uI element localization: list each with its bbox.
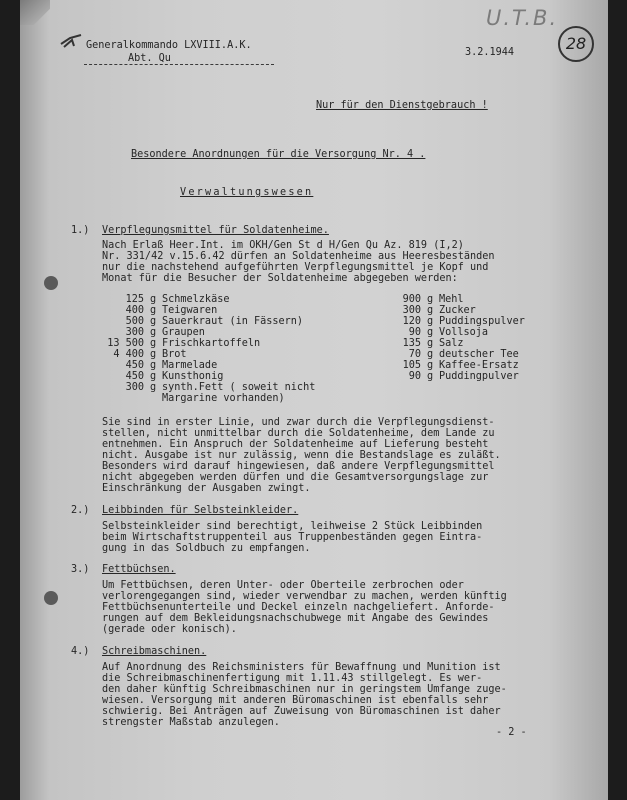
ration-item: Puddingpulver [439, 371, 519, 382]
item-4-number: 4.) [71, 646, 90, 657]
item-1-para-line-7: Einschränkung der Ausgaben zwingt. [102, 483, 311, 494]
ration-unit: g [427, 371, 434, 382]
stamp-utb: U.T.B. [486, 6, 559, 30]
item-2-number: 2.) [71, 505, 90, 516]
date: 3.2.1944 [465, 47, 515, 58]
ration-unit: g [427, 349, 434, 360]
item-1-para-line-3: entnehmen. Ein Anspruch der Soldatenheime auf Lieferung besteht [102, 439, 489, 450]
punch-hole-top [44, 276, 58, 290]
ration-qty: 450 [125, 371, 144, 382]
item-2-line-2: beim Wirtschaftstruppenteil aus Truppenbeständen gegen Eintra- [102, 532, 483, 543]
ration-unit: g [427, 360, 434, 371]
ration-unit: g [150, 360, 157, 371]
ration-item: Teigwaren [162, 305, 218, 316]
item-4-line-5: schwierig. Bei Anträgen auf Zuweisung von Büromaschinen ist daher [102, 706, 501, 717]
ration-qty: 105 [402, 360, 421, 371]
item-4-line-6: strengster Maßstab anzulegen. [102, 717, 280, 728]
ration-item: Sauerkraut (in Fässern) [162, 316, 304, 327]
ration-unit: g [427, 294, 434, 305]
item-4-line-3: den daher künftig Schreibmaschinen nur in geringstem Umfange zuge- [102, 684, 507, 695]
item-1-para-line-4: nicht. Ausgabe ist nur zulässig, wenn die Bestandslage es zuläßt. [102, 450, 501, 461]
ration-item: Vollsoja [439, 327, 489, 338]
item-2-line-1: Selbsteinkleider sind berechtigt, leihweise 2 Stück Leibbinden [102, 521, 483, 532]
ration-item: Brot [162, 349, 187, 360]
ration-item: Graupen [162, 327, 205, 338]
ration-unit: g [150, 382, 157, 393]
title: Besondere Anordnungen für die Versorgung Nr. 4 . [131, 149, 426, 160]
item-2-heading: Leibbinden für Selbsteinkleider. [102, 505, 299, 516]
header-dashes [84, 64, 274, 65]
item-1-para-line-2: stellen, nicht unmittelbar durch die Soldatenheime, dem Lande zu [102, 428, 495, 439]
sender: Generalkommando LXVIII.A.K. [86, 40, 252, 51]
item-4-heading: Schreibmaschinen. [102, 646, 207, 657]
item-1-line-1: Nach Erlaß Heer.Int. im OKH/Gen St d H/Gen Qu Az. 819 (I,2) [102, 240, 464, 251]
item-4-line-2: die Schreibmaschinenfertigung mit 1.11.43 stillgelegt. Es wer- [102, 673, 483, 684]
ration-item: Puddingspulver [439, 316, 525, 327]
item-1-line-3: nur die nachstehend aufgeführten Verpflegungsmittel je Kopf und [102, 262, 489, 273]
restriction-note: Nur für den Dienstgebrauch ! [316, 100, 488, 111]
item-3-line-4: rungen auf dem Bekleidungsnachschubwege mit Angabe des Gewindes [102, 613, 489, 624]
ration-qty: 4 400 [113, 349, 144, 360]
ration-qty: 500 [125, 316, 144, 327]
ration-qty: 300 [125, 327, 144, 338]
ration-qty: 90 [408, 327, 421, 338]
item-3-line-3: Fettbüchsenunterteile und Deckel einzeln nachgeliefert. Anforde- [102, 602, 495, 613]
item-1-line-2: Nr. 331/42 v.15.6.42 dürfen an Soldatenheime aus Heeresbeständen [102, 251, 495, 262]
ration-item: Kunsthonig [162, 371, 224, 382]
department: Abt. Qu [128, 53, 171, 64]
ration-qty: 300 [402, 305, 421, 316]
item-4-line-4: wiesen. Versorgung mit anderen Büromaschinen ist ebenfalls sehr [102, 695, 489, 706]
ration-unit: g [427, 305, 434, 316]
ration-unit: g [150, 294, 157, 305]
ration-qty: 90 [408, 371, 421, 382]
section-heading: Verwaltungswesen [180, 187, 314, 198]
item-1-para-line-6: nicht abgegeben werden dürfen und die Gesamtversorgungslage zur [102, 472, 489, 483]
ration-qty: 13 500 [107, 338, 144, 349]
ration-unit: g [150, 338, 157, 349]
ration-qty: 900 [402, 294, 421, 305]
ration-item: Schmelzkäse [162, 294, 230, 305]
item-2-line-3: gung in das Soldbuch zu empfangen. [102, 543, 311, 554]
ration-qty: 70 [408, 349, 421, 360]
ration-qty: 450 [125, 360, 144, 371]
ration-item: deutscher Tee [439, 349, 519, 360]
ration-qty: 400 [125, 305, 144, 316]
ration-item: synth.Fett ( soweit nicht [162, 382, 316, 393]
item-1-line-4: Monat für die Besucher der Soldatenheime abgegeben werden: [102, 273, 458, 284]
page-footer: - 2 - [496, 727, 527, 738]
ration-unit: g [427, 338, 434, 349]
page-number-circle: 28 [558, 26, 594, 62]
ration-unit: g [150, 316, 157, 327]
item-3-number: 3.) [71, 564, 90, 575]
item-3-line-2: verlorengegangen sind, wieder verwendbar zu machen, werden künftig [102, 591, 507, 602]
ration-qty: 125 [125, 294, 144, 305]
ration-item: Frischkartoffeln [162, 338, 261, 349]
item-3-line-5: (gerade oder konisch). [102, 624, 237, 635]
ration-item: Margarine vorhanden) [162, 393, 285, 404]
item-3-line-1: Um Fettbüchsen, deren Unter- oder Oberteile zerbrochen oder [102, 580, 464, 591]
page-fold [20, 0, 50, 25]
item-3-heading: Fettbüchsen. [102, 564, 176, 575]
item-4-line-1: Auf Anordnung des Reichsministers für Bewaffnung und Munition ist [102, 662, 501, 673]
ration-item: Salz [439, 338, 464, 349]
ration-item: Zucker [439, 305, 476, 316]
punch-hole-bottom [44, 591, 58, 605]
ration-qty: 135 [402, 338, 421, 349]
ration-unit: g [150, 349, 157, 360]
ration-unit: g [150, 371, 157, 382]
ration-item: Mehl [439, 294, 464, 305]
ration-item: Kaffee-Ersatz [439, 360, 519, 371]
paperclip-icon [60, 34, 82, 48]
item-1-heading: Verpflegungsmittel für Soldatenheime. [102, 225, 329, 236]
ration-qty: 300 [125, 382, 144, 393]
item-1-para-line-1: Sie sind in erster Linie, und zwar durch die Verpflegungsdienst- [102, 417, 495, 428]
ration-unit: g [427, 327, 434, 338]
ration-unit: g [150, 327, 157, 338]
item-1-para-line-5: Besonders wird darauf hingewiesen, daß andere Verpflegungsmittel [102, 461, 495, 472]
ration-qty: 120 [402, 316, 421, 327]
item-1-number: 1.) [71, 225, 90, 236]
document-page [20, 0, 608, 800]
ration-item: Marmelade [162, 360, 218, 371]
ration-unit: g [150, 305, 157, 316]
ration-unit: g [427, 316, 434, 327]
